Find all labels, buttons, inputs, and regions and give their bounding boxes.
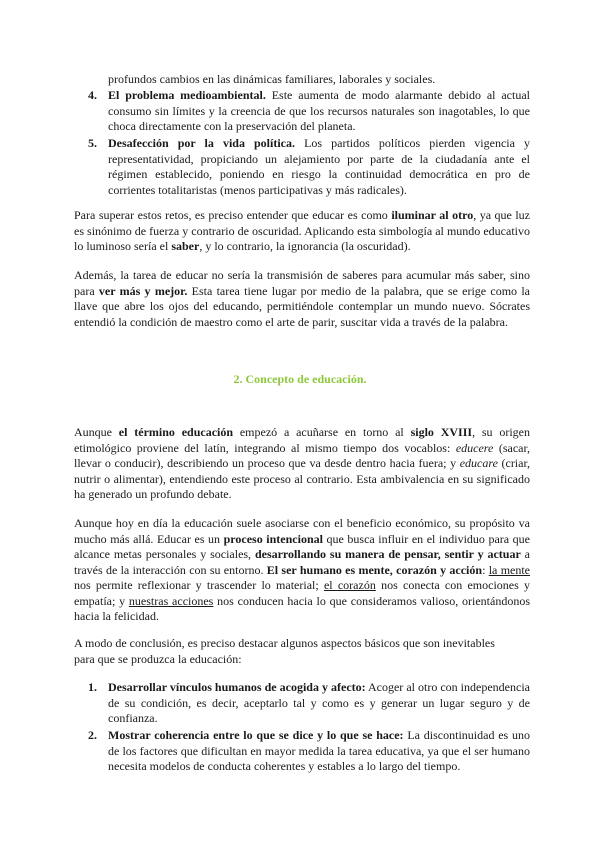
- paragraph-purpose: [74, 516, 530, 625]
- list-number: 4.: [88, 88, 97, 102]
- section-heading: 2. Concepto de educación.: [233, 372, 367, 386]
- list-continuation-text: profundos cambios en las dinámicas familiares, laborales y sociales.: [108, 72, 436, 86]
- text-run: Además, la tarea de educar no sería la transmisión de saberes para acumular más saber, sino para: [74, 268, 530, 298]
- bold-term: siglo XVIII: [410, 425, 473, 439]
- bold-term: iluminar al otro: [391, 208, 474, 222]
- text-run: Aunque: [74, 425, 119, 439]
- list-number: 5.: [88, 136, 97, 150]
- underlined-term: la mente: [488, 562, 531, 577]
- list-item-title: Desafección por la vida política.: [108, 136, 296, 150]
- text-run: Esta tarea tiene lugar por medio de la palabra, que se erige como la llave que abre los ojos del educando, permitiéndole contemplar un mundo nuevo. Sócrates entendió la condición de maestro como el arte de parir, suscitar vida a través de la palabra.: [74, 283, 530, 329]
- text-run: nos conducen hacia lo que consideramos valioso, orientándonos hacia la felicidad.: [74, 593, 530, 623]
- list-item-title: Mostrar coherencia entre lo que se dice y lo que se hace:: [108, 728, 404, 742]
- italic-term: educare: [459, 456, 498, 470]
- underlined-term: el corazón: [323, 578, 376, 592]
- list-item: [88, 728, 531, 775]
- list-number: 2.: [88, 728, 97, 742]
- list-item-text: Acoger al otro con independencia de su condición, es decir, aceptarlo tal y como es y generar un lugar seguro y de confianza.: [108, 680, 530, 725]
- paragraph-conclusion: A modo de conclusión, es preciso destacar algunos aspectos básicos que son inevitables para que se produzca la educación:: [74, 636, 495, 666]
- text-run: nos conecta con emociones y empatía; y: [74, 578, 531, 608]
- list-item-title: El problema medioambiental.: [108, 88, 266, 102]
- list-item-text: La discontinuidad es uno de los factores que dificultan en mayor medida la tarea educativa, ya que el ser humano necesita modelos de conducta coherentes y estables a lo largo del tiempo.: [108, 728, 531, 773]
- bold-term: saber: [171, 239, 200, 253]
- text-run: empezó a acuñarse en torno al: [233, 425, 411, 439]
- bold-term: desarrollando su manera de pensar, sentir y actuar: [254, 547, 521, 561]
- text-run: , su origen etimológico proviene del latín, integrando al mismo tiempo dos vocablos:: [74, 425, 530, 455]
- text-run: Para superar estos retos, es preciso entender que educar es como: [74, 208, 392, 222]
- paragraph-illuminate: [74, 208, 530, 255]
- list-item-title: Desarrollar vínculos humanos de acogida y afecto:: [108, 680, 366, 694]
- list-item: [88, 88, 530, 135]
- underlined-term: nuestras acciones: [128, 593, 214, 608]
- text-run: , y lo contrario, la ignorancia (la oscuridad).: [199, 239, 411, 253]
- list-item-text: Los partidos políticos pierden vigencia y representatividad, propiciando un alejamiento por parte de la ciudadanía ante el régimen establecido, poniendo en riesgo la continuidad democrática en pro de corrientes totalitaristas (menos participativas y más radicales).: [108, 136, 530, 197]
- bold-term: proceso intencional: [223, 531, 323, 546]
- paragraph-etymology: [74, 425, 530, 503]
- text-run: a través de la interacción con su entorno.: [74, 547, 531, 577]
- text-run: Aunque hoy en día la educación suele asociarse con el beneficio económico, su propósito va mucho más allá. Educar es un: [74, 516, 530, 546]
- italic-term: educere: [455, 440, 494, 455]
- list-number: 1.: [88, 680, 97, 694]
- bold-term: El ser humano es mente, corazón y acción: [266, 562, 483, 577]
- bold-term: ver más y mejor.: [98, 283, 188, 298]
- text-run: que busca influir en el individuo para que alcance metas personales y sociales,: [74, 531, 531, 561]
- text-run: (criar, nutrir o alimentar), entendiendo este proceso al contrario. Esta ambivalencia en su significado ha generado un profundo debate.: [74, 456, 530, 501]
- text-run: (sacar, llevar o conducir), describiendo un proceso que va desde dentro hacia fuera; y: [74, 440, 530, 470]
- list-item-text: Este aumenta de modo alarmante debido al actual consumo sin límites y la creencia de que los recursos naturales son inagotables, lo que choca directamente con la preservación del planeta.: [108, 88, 530, 133]
- text-run: nos permite reflexionar y trascender lo material;: [74, 578, 324, 592]
- paragraph-see-more: [74, 268, 530, 330]
- list-item: [88, 680, 530, 727]
- text-run: , ya que luz es sinónimo de fuerza y contrario de oscuridad. Aplicando esta simbología al mundo educativo lo luminoso sería el: [74, 208, 530, 253]
- text-run: :: [482, 562, 489, 577]
- list-item: [88, 136, 530, 198]
- bold-term: el término educación: [118, 425, 234, 439]
